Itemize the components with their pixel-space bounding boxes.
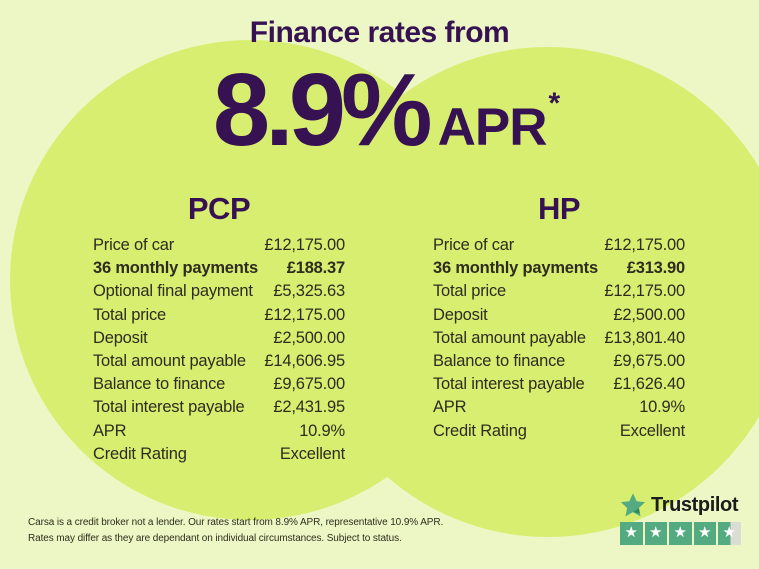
- table-row: [433, 236, 685, 259]
- row-label: Total amount payable: [93, 351, 246, 370]
- row-label: APR: [433, 398, 467, 417]
- row-label: Credit Rating: [433, 421, 527, 440]
- trustpilot-brand-text: Trustpilot: [651, 493, 739, 516]
- row-value: £12,175.00: [264, 305, 345, 324]
- table-row: [433, 352, 685, 375]
- table-row: [93, 329, 345, 352]
- table-row: [93, 236, 345, 259]
- star-box-full: [694, 522, 717, 545]
- star-icon: ★: [624, 522, 638, 541]
- row-label: Deposit: [93, 328, 148, 347]
- table-row: [93, 375, 345, 398]
- legal-disclaimer: [28, 515, 468, 546]
- row-label: APR: [93, 421, 127, 440]
- row-label: 36 monthly payments: [93, 259, 258, 278]
- row-value: £13,801.40: [604, 328, 685, 347]
- rate-value: 8.9%: [212, 52, 428, 167]
- row-value: £12,175.00: [264, 236, 345, 254]
- table-row: [433, 259, 685, 282]
- pcp-title: PCP: [187, 191, 251, 226]
- table-row: [93, 259, 345, 282]
- row-label: Total amount payable: [433, 328, 586, 347]
- row-value: £12,175.00: [604, 282, 685, 301]
- row-label: Total price: [93, 305, 167, 324]
- table-row: [93, 306, 345, 329]
- star-icon: ★: [698, 522, 712, 541]
- star-box-full: [620, 522, 643, 545]
- row-label: Price of car: [433, 236, 515, 254]
- star-icon: ★: [722, 522, 736, 541]
- table-row: [93, 398, 345, 421]
- headline-rate: [0, 52, 759, 167]
- star-box-full: [669, 522, 692, 545]
- row-value: Excellent: [619, 421, 685, 440]
- rate-unit: [437, 87, 560, 157]
- star-icon: ★: [673, 522, 687, 541]
- row-label: Credit Rating: [93, 444, 187, 463]
- table-row: [433, 306, 685, 329]
- star-box-full: [645, 522, 668, 545]
- row-value: £5,325.63: [273, 282, 345, 301]
- trustpilot-logo: [620, 492, 741, 518]
- row-value: £12,175.00: [604, 236, 685, 254]
- row-value: 10.9%: [639, 398, 685, 417]
- star-icon: ★: [649, 522, 663, 541]
- row-value: £2,500.00: [613, 305, 685, 324]
- table-row: [93, 422, 345, 445]
- row-label: Deposit: [433, 305, 488, 324]
- table-row: [93, 282, 345, 305]
- trustpilot-rating-stars: [620, 522, 741, 545]
- table-row: [93, 352, 345, 375]
- row-label: Balance to finance: [93, 375, 226, 394]
- hp-title: HP: [537, 191, 581, 226]
- row-value: 10.9%: [299, 421, 345, 440]
- row-value: £14,606.95: [264, 351, 345, 370]
- disclaimer-line-2: Rates may differ as they are dependant on individual circumstances. Subject to status.: [28, 532, 402, 544]
- row-label: Optional final payment: [93, 282, 253, 301]
- trustpilot-widget[interactable]: [620, 492, 741, 545]
- row-value: Excellent: [279, 444, 345, 463]
- row-label: Price of car: [93, 236, 175, 254]
- row-value: £1,626.40: [613, 375, 685, 394]
- row-label: Balance to finance: [433, 351, 566, 370]
- table-row: [433, 422, 685, 445]
- row-label: Total price: [433, 282, 507, 301]
- table-row: [433, 329, 685, 352]
- row-value: £2,500.00: [273, 328, 345, 347]
- row-label: Total interest payable: [93, 398, 245, 417]
- hp-table: [433, 236, 685, 445]
- row-label: 36 monthly payments: [433, 259, 598, 278]
- banner-title: Finance rates from: [249, 16, 510, 49]
- trustpilot-star-icon: [620, 492, 646, 518]
- table-row: [433, 375, 685, 398]
- row-value: £313.90: [626, 259, 685, 278]
- row-value: £9,675.00: [273, 375, 345, 394]
- row-value: £9,675.00: [613, 351, 685, 370]
- table-row: [433, 398, 685, 421]
- footnote-asterisk: *: [548, 87, 560, 120]
- row-label: Total interest payable: [433, 375, 585, 394]
- table-row: [433, 282, 685, 305]
- star-box-half: [718, 522, 741, 545]
- disclaimer-line-1: Carsa is a credit broker not a lender. Our rates start from 8.9% APR, representative 10.9% APR.: [28, 517, 444, 528]
- row-value: £2,431.95: [273, 398, 345, 417]
- row-value: £188.37: [286, 259, 345, 278]
- rate-unit-text: APR: [437, 98, 547, 157]
- table-row: [93, 445, 345, 468]
- pcp-table: [93, 236, 345, 468]
